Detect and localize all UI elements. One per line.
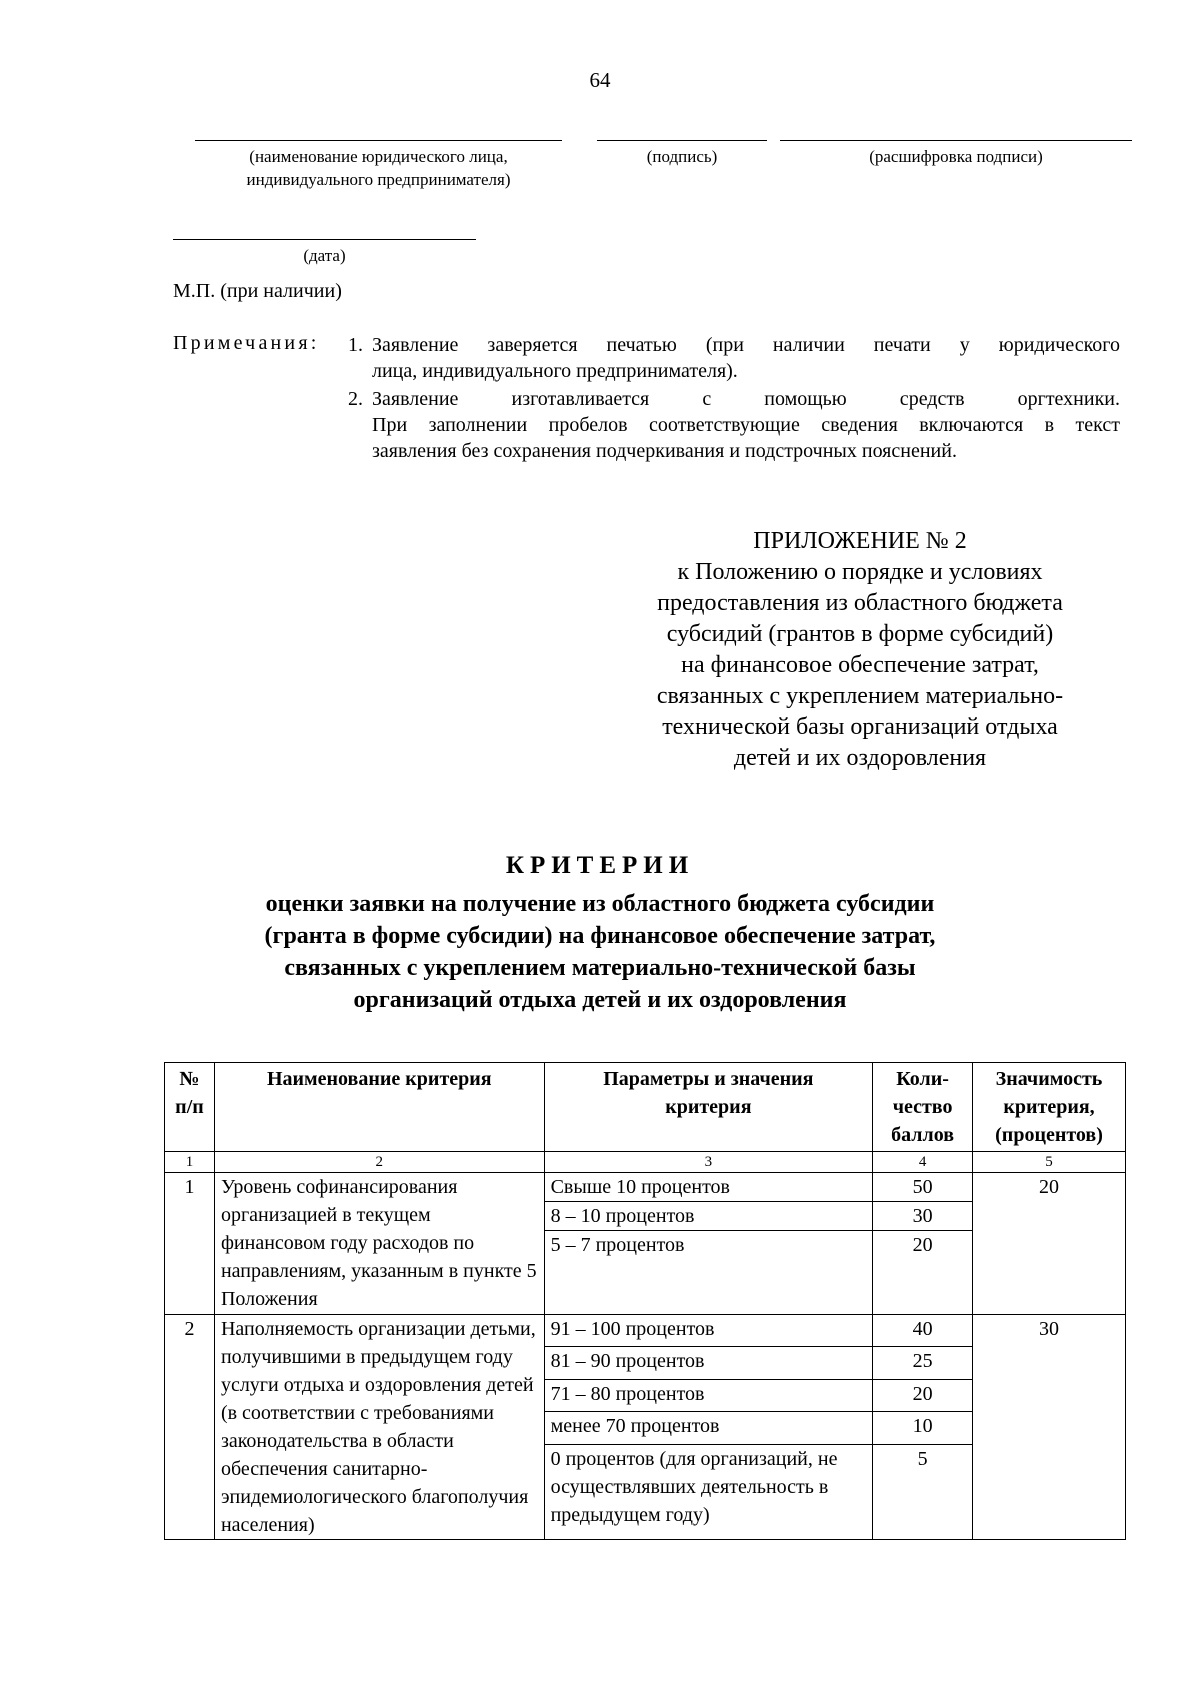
param-value: 0 процентов (для организаций, не осуществлявших деятельность в предыдущем году) bbox=[544, 1444, 873, 1539]
table-row bbox=[165, 1315, 1126, 1347]
param-value: 81 – 90 процентов bbox=[544, 1347, 873, 1379]
header-num: № п/п bbox=[165, 1063, 215, 1152]
appendix-line: связанных с укреплением материально- bbox=[656, 683, 1064, 709]
appendix-header bbox=[610, 526, 1110, 774]
note-text-line: Заявление заверяется печатью (при наличии печати у юридического bbox=[372, 334, 1120, 356]
column-number: 3 bbox=[544, 1152, 873, 1173]
header-points: Коли- чество баллов bbox=[873, 1063, 973, 1152]
note-item-1 bbox=[348, 332, 1120, 384]
row-num: 1 bbox=[165, 1173, 215, 1315]
note-number: 1. bbox=[348, 334, 363, 356]
column-number: 1 bbox=[165, 1152, 215, 1173]
column-number: 2 bbox=[214, 1152, 544, 1173]
criterion-name: Наполняемость организации детьми, получившими в предыдущем году услуги отдыха и оздоровления детей (в соответствии с требованиями законодательства в области обеспечения санитарно-эпидемиологического благополучия населения) bbox=[214, 1315, 544, 1540]
appendix-line: к Положению о порядке и условиях bbox=[677, 559, 1043, 585]
param-points: 50 bbox=[873, 1173, 973, 1202]
org-name-line bbox=[195, 140, 562, 141]
appendix-line: на финансовое обеспечение затрат, bbox=[681, 652, 1039, 678]
table-header-row bbox=[165, 1063, 1126, 1152]
criterion-name: Уровень софинансирования организацией в текущем финансовом году расходов по направлениям, указанным в пункте 5 Положения bbox=[214, 1173, 544, 1315]
appendix-line: технической базы организаций отдыха bbox=[662, 714, 1058, 740]
criteria-table bbox=[164, 1062, 1126, 1540]
note-text-line: При заполнении пробелов соответствующие сведения включаются в текст bbox=[372, 414, 1120, 436]
note-text-line: лица, индивидуального предпринимателя). bbox=[372, 360, 738, 382]
org-name-caption: (наименование юридического лица, индивидуального предпринимателя) bbox=[246, 147, 511, 189]
param-value: Свыше 10 процентов bbox=[544, 1173, 873, 1202]
signature-caption: (подпись) bbox=[646, 147, 718, 166]
header-weight: Значимость критерия, (процентов) bbox=[973, 1063, 1126, 1152]
param-points: 40 bbox=[873, 1315, 973, 1347]
signature-decoding-caption: (расшифровка подписи) bbox=[869, 147, 1043, 166]
date-line bbox=[173, 239, 476, 240]
note-text-line: Заявление изготавливается с помощью средств оргтехники. bbox=[372, 388, 1120, 410]
param-value: менее 70 процентов bbox=[544, 1412, 873, 1444]
criteria-subtitle: оценки заявки на получение из областного бюджета субсидии (гранта в форме субсидии) на финансовое обеспечение затрат, связанных с укреплением материально-технической базы организаций отдыха детей и их оздоровления bbox=[264, 891, 936, 1013]
param-points: 30 bbox=[873, 1202, 973, 1231]
appendix-title: ПРИЛОЖЕНИЕ № 2 bbox=[753, 528, 967, 554]
page-number: 64 bbox=[589, 68, 611, 92]
criterion-weight: 30 bbox=[973, 1315, 1126, 1540]
column-number-row bbox=[165, 1152, 1126, 1173]
param-points: 5 bbox=[873, 1444, 973, 1539]
appendix-line: детей и их оздоровления bbox=[733, 745, 987, 771]
param-value: 8 – 10 процентов bbox=[544, 1202, 873, 1231]
stamp-note: М.П. (при наличии) bbox=[173, 280, 342, 302]
param-points: 25 bbox=[873, 1347, 973, 1379]
notes-label: Примечания: bbox=[173, 332, 320, 354]
appendix-line: субсидий (грантов в форме субсидий) bbox=[666, 621, 1054, 647]
param-value: 91 – 100 процентов bbox=[544, 1315, 873, 1347]
row-num: 2 bbox=[165, 1315, 215, 1540]
column-number: 5 bbox=[973, 1152, 1126, 1173]
param-points: 20 bbox=[873, 1379, 973, 1411]
note-text-line: заявления без сохранения подчеркивания и подстрочных пояснений. bbox=[372, 440, 957, 462]
criteria-title: КРИТЕРИИ bbox=[505, 852, 695, 879]
table-row bbox=[165, 1173, 1126, 1202]
appendix-line: предоставления из областного бюджета bbox=[657, 590, 1063, 616]
param-points: 10 bbox=[873, 1412, 973, 1444]
note-number: 2. bbox=[348, 388, 363, 410]
column-number: 4 bbox=[873, 1152, 973, 1173]
param-value: 5 – 7 процентов bbox=[544, 1231, 873, 1315]
header-name: Наименование критерия bbox=[214, 1063, 544, 1152]
param-points: 20 bbox=[873, 1231, 973, 1315]
param-value: 71 – 80 процентов bbox=[544, 1379, 873, 1411]
signature-decoding-line bbox=[780, 140, 1132, 141]
signature-line bbox=[597, 140, 767, 141]
note-item-2 bbox=[348, 386, 1120, 466]
date-caption: (дата) bbox=[303, 246, 346, 265]
header-params: Параметры и значения критерия bbox=[544, 1063, 873, 1152]
criterion-weight: 20 bbox=[973, 1173, 1126, 1315]
